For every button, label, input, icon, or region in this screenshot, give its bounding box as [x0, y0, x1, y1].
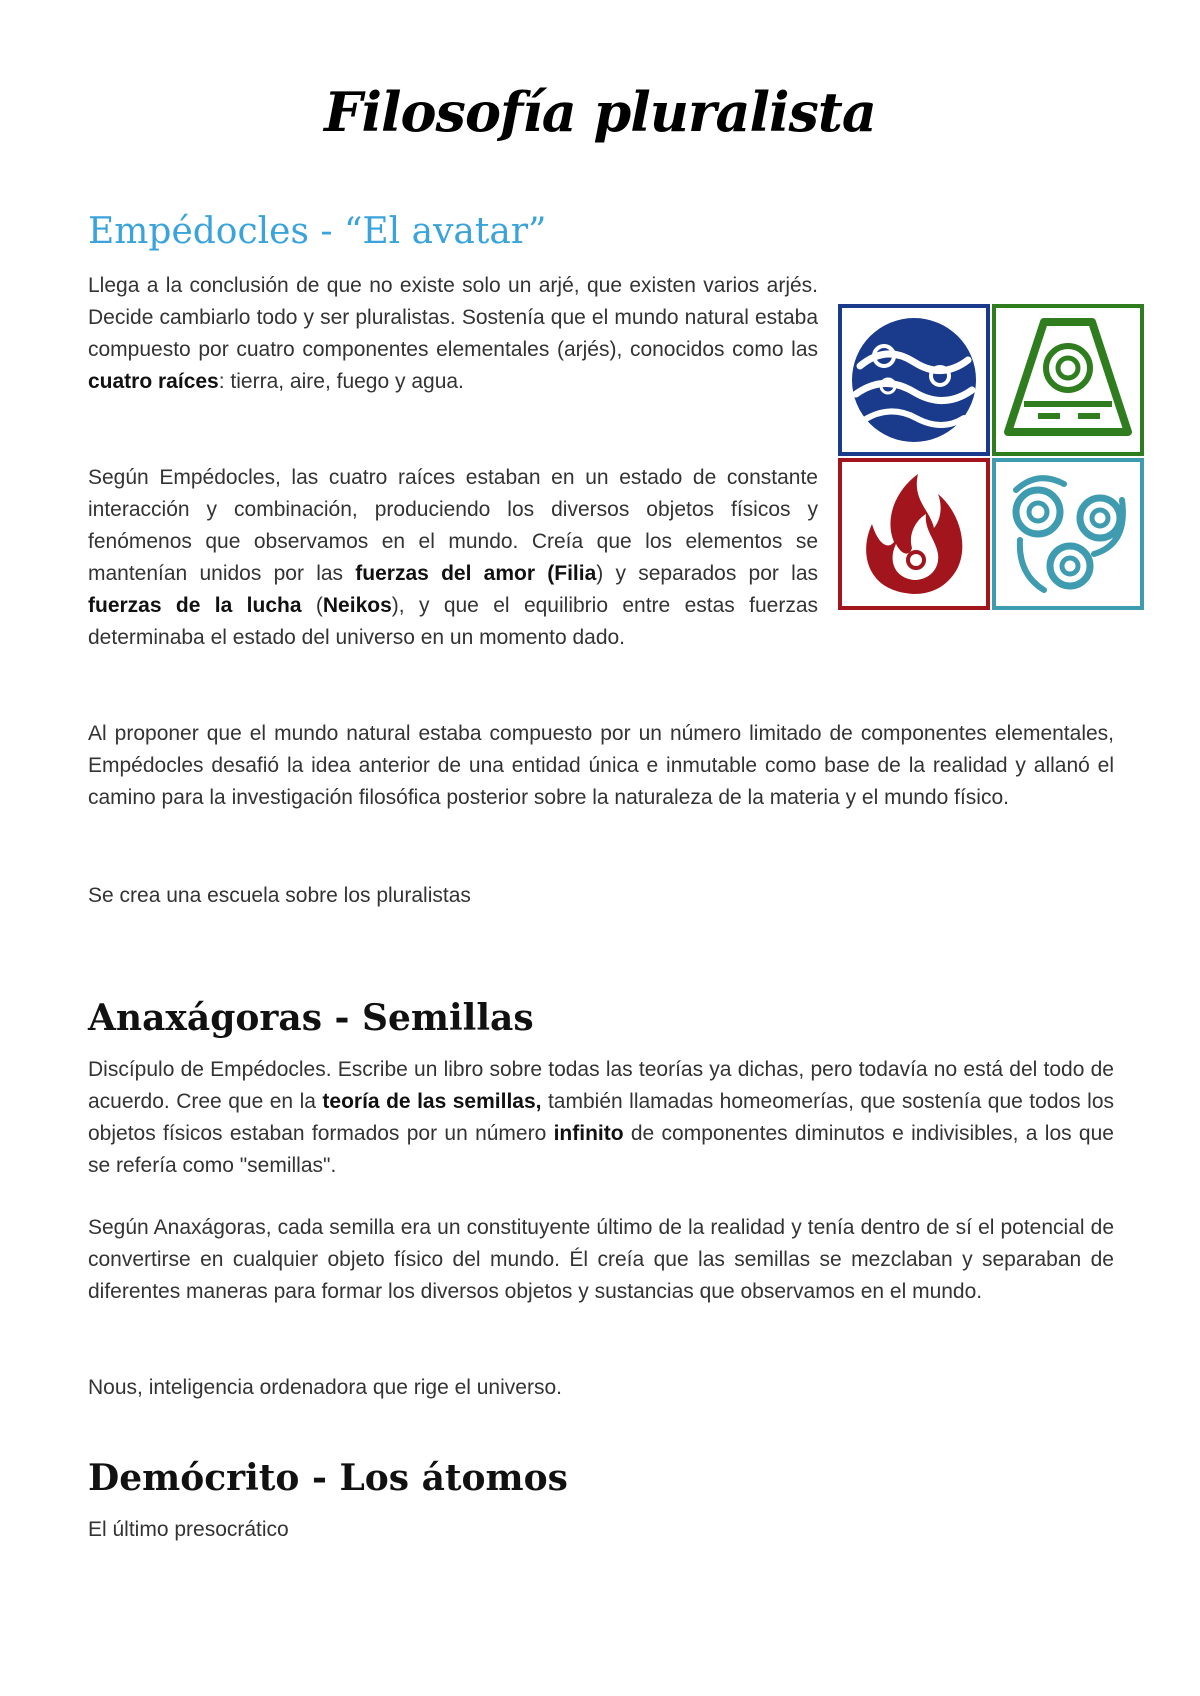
earth-icon [994, 306, 1142, 454]
anaxagoras-heading: Anaxágoras - Semillas [88, 997, 534, 1039]
fire-icon [840, 460, 988, 608]
water-icon [840, 306, 988, 454]
anaxagoras-paragraph-2: Según Anaxágoras, cada semilla era un constituyente último de la realidad y tenía dentro de sí el potencial de convertirse en cualquier objeto físico del mundo. Él creía que las semillas se mezclaban y separaban de diferentes maneras para formar los diversos objetos y sustancias que observamos en el mundo. [88, 1216, 1114, 1303]
democrito-paragraph-1: El último presocrático [88, 1518, 289, 1541]
anaxagoras-paragraph-3: Nous, inteligencia ordenadora que rige el universo. [88, 1376, 562, 1399]
democrito-heading: Demócrito - Los átomos [88, 1457, 568, 1499]
document-title: Filosofía pluralista [324, 80, 876, 144]
empedocles-heading: Empédocles - “El avatar” [88, 211, 547, 252]
anaxagoras-paragraph-1: Discípulo de Empédocles. Escribe un libro sobre todas las teorías ya dichas, pero todavía no está del todo de acuerdo. Cree que en la teoría de las semillas, también llamadas homeomerías, que sostenía que todos los objetos físicos estaban formados por un número infinito de componentes diminutos e indivisibles, a los que se refería como "semillas". [88, 1058, 1115, 1177]
empedocles-paragraph-1: Llega a la conclusión de que no existe solo un arjé, que existen varios arjés. Decide cambiarlo todo y ser pluralistas. Sostenía que el mundo natural estaba compuesto por cuatro componentes elementales (arjés), conocidos como las cuatro raíces: tierra, aire, fuego y agua. [88, 274, 818, 393]
empedocles-paragraph-3: Al proponer que el mundo natural estaba compuesto por un número limitado de componentes elementales, Empédocles desafió la idea anterior de una entidad única e inmutable como base de la realidad y allanó el camino para la investigación filosófica posterior sobre la naturaleza de la materia y el mundo físico. [88, 722, 1114, 809]
air-icon [994, 460, 1142, 608]
four-elements-image [838, 304, 1144, 610]
empedocles-paragraph-4: Se crea una escuela sobre los pluralistas [88, 884, 471, 907]
empedocles-paragraph-2: Según Empédocles, las cuatro raíces estaban en un estado de constante interacción y combinación, produciendo los diversos objetos físicos y fenómenos que observamos en el mundo. Creía que los elementos se mantenían unidos por las fuerzas del amor (Filia) y separados por las fuerzas de la lucha (Neikos), y que el equilibrio entre estas fuerzas determinaba el estado del universo en un momento dado. [88, 466, 819, 649]
